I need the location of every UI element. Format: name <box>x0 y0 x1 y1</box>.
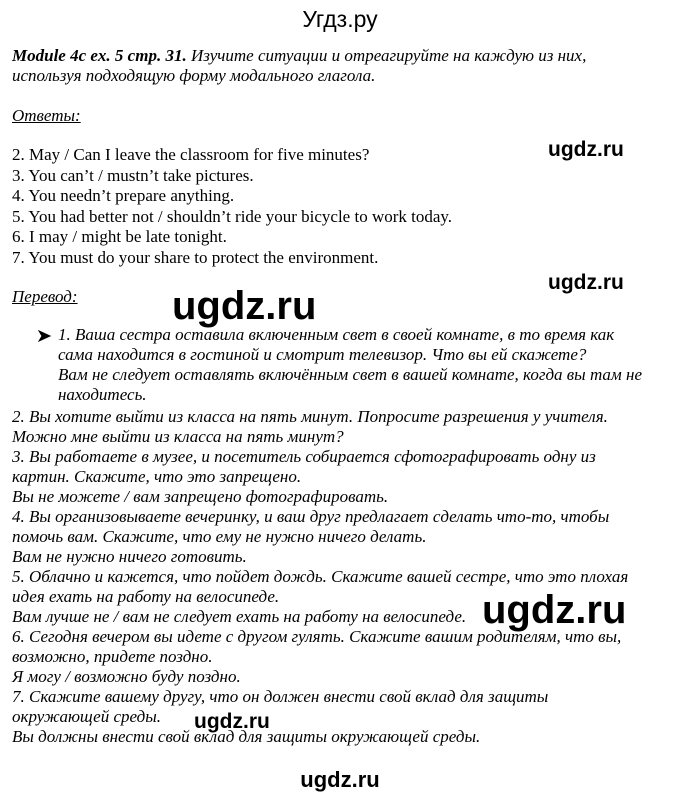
watermark: ugdz.ru <box>300 767 380 792</box>
watermark: ugdz.ru <box>548 138 624 161</box>
translation-line: Можно мне выйти из класса на пять минут? <box>12 427 344 446</box>
answers-heading: Ответы: <box>12 106 81 125</box>
translation-line: сама находится в гостиной и смотрит телевизор. Что вы ей скажете? <box>58 345 587 364</box>
translation-line: помочь вам. Скажите, что ему не нужно ничего делать. <box>12 527 427 546</box>
translation-item-1 <box>58 325 642 405</box>
translation-line: Вы должны внести свой вклад для защиты окружающей среды. <box>12 727 481 746</box>
task-reference: Module 4c ex. 5 стр. 31. <box>12 46 187 65</box>
translation-items <box>12 407 628 747</box>
site-title: Угдз.ру <box>302 6 378 32</box>
watermark: ugdz.ru <box>194 710 270 733</box>
translation-line: окружающей среды. <box>12 707 162 726</box>
translation-heading: Перевод: <box>12 287 78 306</box>
answer-item: 2. May / Can I leave the classroom for five minutes? <box>12 145 370 164</box>
translation-line: 7. Скажите вашему другу, что он должен внести свой вклад для защиты <box>12 687 549 706</box>
translation-line: идея ехать на работу на велосипеде. <box>12 587 280 606</box>
translation-line: Вы не можете / вам запрещено фотографировать. <box>12 487 389 506</box>
translation-line: Я могу / возможно буду поздно. <box>12 667 241 686</box>
answer-item: 4. You needn’t prepare anything. <box>12 186 235 205</box>
watermark: ugdz.ru <box>172 284 317 328</box>
translation-line: 5. Облачно и кажется, что пойдет дождь. Скажите вашей сестре, что это плохая <box>12 567 629 586</box>
task-line-2: используя подходящую форму модального глагола. <box>12 66 376 85</box>
translation-line: Вам не нужно ничего готовить. <box>12 547 247 566</box>
translation-line: Вам не следует оставлять включённым свет в вашей комнате, когда вы там не <box>58 365 643 384</box>
watermark: ugdz.ru <box>482 588 627 632</box>
answer-item: 3. You can’t / mustn’t take pictures. <box>12 165 254 185</box>
task-line-1: Изучите ситуации и отреагируйте на каждую из них, <box>190 46 587 65</box>
translation-line: 2. Вы хотите выйти из класса на пять минут. Попросите разрешения у учителя. <box>12 407 608 426</box>
translation-line: 3. Вы работаете в музее, и посетитель собирается сфотографировать одну из <box>12 447 596 466</box>
answers-list <box>12 145 452 268</box>
translation-line: 4. Вы организовываете вечеринку, и ваш друг предлагает сделать что-то, чтобы <box>12 507 610 526</box>
translation-line: находитесь. <box>58 385 147 404</box>
answer-item: 6. I may / might be late tonight. <box>12 227 227 246</box>
translation-line: возможно, придете поздно. <box>12 647 213 666</box>
task-description <box>12 46 672 86</box>
translation-line: картин. Скажите, что это запрещено. <box>12 467 302 486</box>
answer-item: 7. You must do your share to protect the environment. <box>12 247 379 267</box>
answer-item: 5. You had better not / shouldn’t ride your bicycle to work today. <box>12 206 453 226</box>
translation-line: 6. Сегодня вечером вы идете с другом гулять. Скажите вашим родителям, что вы, <box>12 627 622 646</box>
translation-line: Вам лучше не / вам не следует ехать на работу на велосипеде. <box>12 607 467 626</box>
arrow-bullet-icon <box>38 330 52 346</box>
translation-line: 1. Ваша сестра оставила включенным свет в своей комнате, в то время как <box>58 325 615 344</box>
watermark: ugdz.ru <box>548 271 624 294</box>
